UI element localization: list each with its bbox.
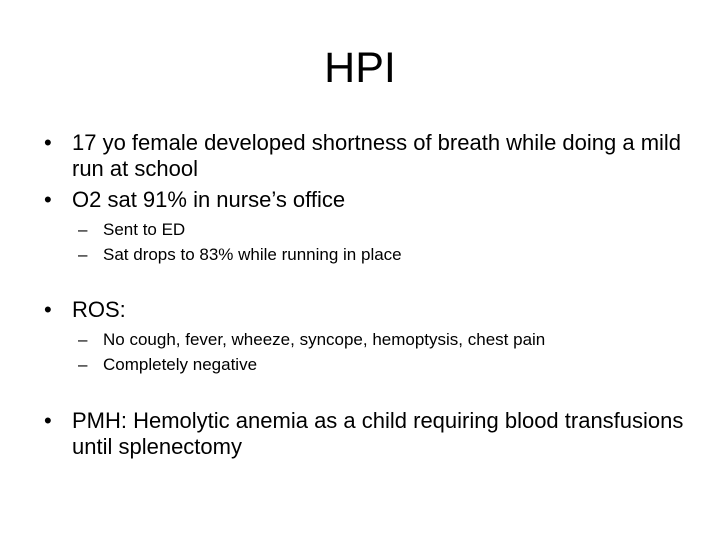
bullet-text: ROS: xyxy=(72,297,126,322)
bullet-text: 17 yo female developed shortness of breath while doing a mild run at school xyxy=(72,130,682,181)
sub-bullet-item xyxy=(78,353,678,377)
bullet-item xyxy=(44,187,684,213)
bullet-text: PMH: Hemolytic anemia as a child requiring blood transfusions until splenectomy xyxy=(72,408,684,459)
bullet-marker: • xyxy=(44,297,52,322)
sub-bullet-text: Sent to ED xyxy=(103,220,186,239)
slide-title: HPI xyxy=(324,44,396,92)
bullet-marker: • xyxy=(44,130,52,155)
sub-bullet-marker: – xyxy=(78,245,88,264)
bullet-item xyxy=(44,130,684,182)
sub-bullet-item xyxy=(78,218,678,242)
sub-bullet-text: Completely negative xyxy=(103,355,258,374)
sub-bullet-item xyxy=(78,243,678,267)
sub-bullet-text: Sat drops to 83% while running in place xyxy=(103,245,402,264)
sub-bullet-marker: – xyxy=(78,330,88,349)
bullet-marker: • xyxy=(44,408,52,433)
bullet-item xyxy=(44,297,684,323)
bullet-marker: • xyxy=(44,187,52,212)
bullet-item xyxy=(44,408,684,460)
sub-bullet-text: No cough, fever, wheeze, syncope, hemoptysis, chest pain xyxy=(103,330,546,349)
sub-bullet-marker: – xyxy=(78,220,88,239)
sub-bullet-item xyxy=(78,328,678,352)
sub-bullet-marker: – xyxy=(78,355,88,374)
bullet-text: O2 sat 91% in nurse’s office xyxy=(72,187,346,212)
